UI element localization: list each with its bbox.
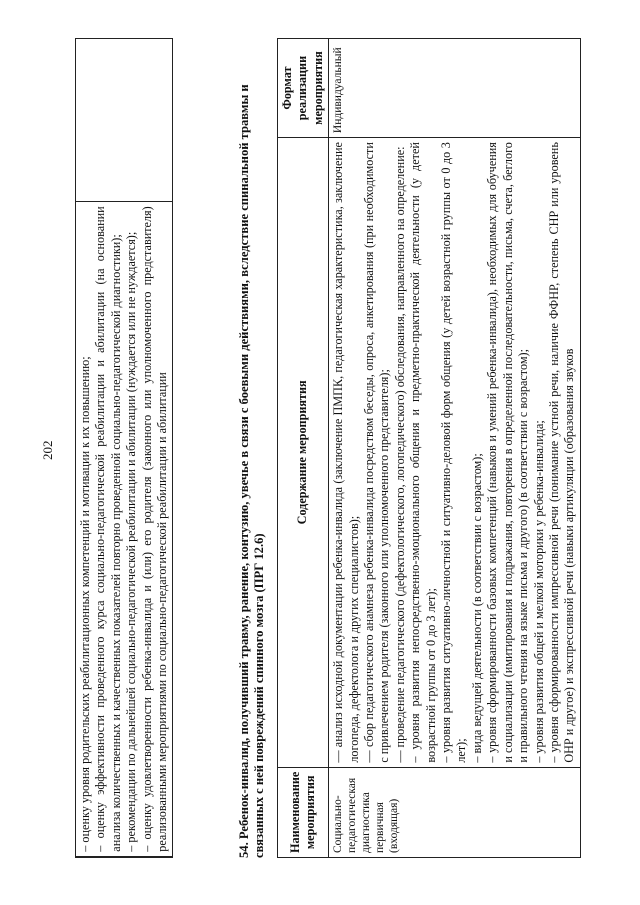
rotated-content [75, 38, 605, 858]
table-row [329, 39, 581, 858]
list-item: – уровня сформированности базовых компетенций (навыков и умений ребенка-инвалида), необходимых для обучения и социализации (имитирования и подражания, повторения в определенной последовательности, письма, счета, беглого и правильного чтения на языке письма и другого) (в соответствии с возрастом); [485, 142, 531, 763]
main-table [277, 38, 581, 858]
cell-name: Социально-педагогическая диагностика первичная (входящая) [329, 767, 581, 857]
list-item: – уровня развития ситуативно-личностной и ситуативно-деловой форм общения (у детей возрастной группы от 0 до 3 лет); [439, 142, 469, 763]
list-item: – рекомендации по дальнейшей социально-педагогической реабилитации и абилитации (нуждается или не нуждается); [124, 231, 139, 852]
list-item: – уровня развития непосредственно-эмоционального общения и предметно-практической деятельности (у детей возрастной группы от 0 до 3 лет); [408, 142, 438, 763]
table-cell-empty [76, 856, 173, 857]
continuation-table [75, 38, 173, 858]
cell-format: Индивидуальный [329, 39, 581, 138]
list-item: — проведение педагогического (дефектологического, логопедического) обследования, направленного на определение: [392, 146, 407, 763]
list-item: – оценку уровня родительских реабилитационных компетенций и мотивации к их повышению; [78, 356, 92, 852]
table-row [76, 39, 173, 858]
header-name: Наименование мероприятия [278, 767, 329, 857]
section-heading: 54. Ребенок-инвалид, получивший травму, ранение, контузию, увечье в связи с боевыми действиями, вследствие спинальной травмы и связанных с ней повреждений спинного мозга (ПРГ 12.6) [237, 84, 266, 858]
table-header-row [278, 39, 329, 858]
header-format: Формат реализации мероприятия [278, 39, 329, 138]
list-item: – уровня сформированности импрессивной речи (понимание устной речи, наличие ФФНР, степень СНР или уровень ОНР и другое) и экспрессивной речи (навыки артикуляции (образования звуков [546, 142, 577, 763]
table-cell-empty [76, 39, 173, 202]
list-item: – уровня развития общей и мелкой моторики у ребенка-инвалида; [531, 420, 546, 763]
list-item: — сбор педагогического анамнеза ребенка-инвалида посредством беседы, опроса, анкетирования (при необходимости с привлечением родителя (законного или уполномоченного представителя); [362, 142, 392, 763]
list-item: — анализ исходной документации ребенка-инвалида (заключение ПМПК, педагогическая характеристика, заключение логопеда, дефектолога и других специалистов); [331, 142, 361, 763]
page-number: 202 [40, 440, 55, 460]
list-item: – оценку удовлетворенности ребенка-инвалида и (или) его родителя (законного или уполномоченного представителя) реализованными мероприятиями по социально-педагогической реабилитации и абилитации [139, 206, 170, 852]
table-cell-content [76, 202, 173, 856]
list-item: – оценку эффективности проведенного курса социально-педагогической реабилитации и абилитации (на основании анализа количественных и качественных показателей повторно проведенной социально-педагогической диагностики); [93, 206, 123, 852]
header-content: Содержание мероприятия [278, 138, 329, 768]
cell-content [329, 138, 581, 768]
list-item: – вида ведущей деятельности (в соответствии с возрастом); [469, 453, 484, 763]
